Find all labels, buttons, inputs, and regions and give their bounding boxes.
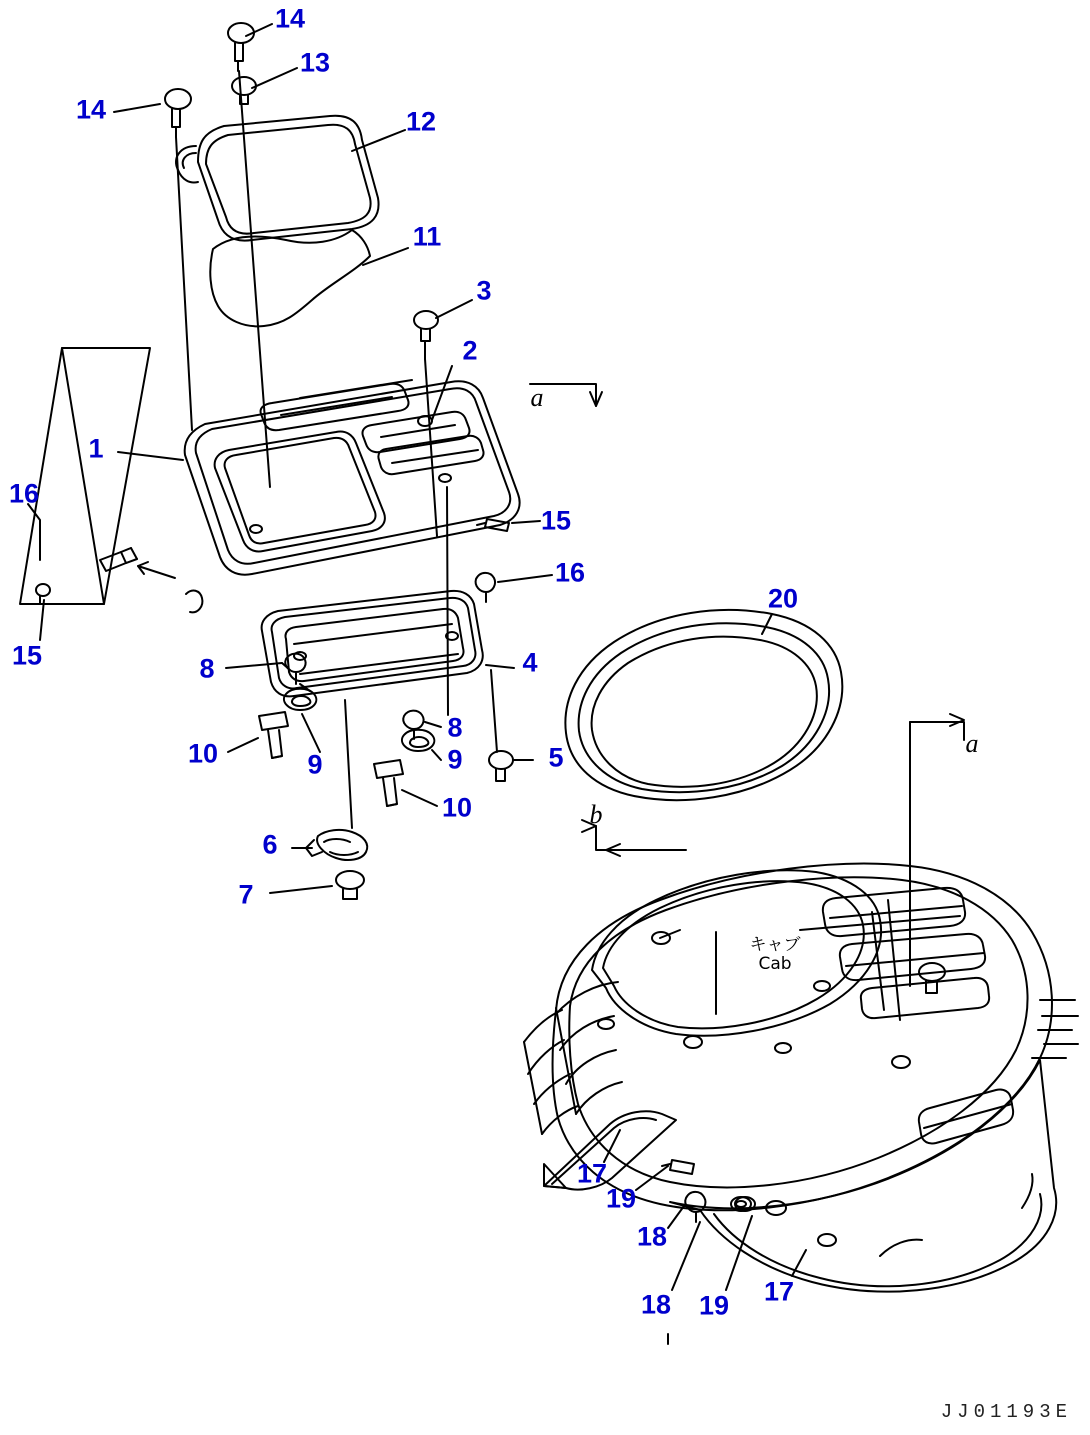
fastener-8-right xyxy=(403,711,423,739)
leader-9-left xyxy=(302,714,320,752)
part-16-handle xyxy=(100,548,202,612)
bolt-10-left xyxy=(259,712,288,758)
japanese-annotation-line1: キャブ xyxy=(749,935,801,955)
guide-box-15-16 xyxy=(20,348,150,604)
callout-5: 5 xyxy=(548,742,564,773)
leader-16-left xyxy=(28,504,40,560)
fastener-14-top xyxy=(228,23,254,71)
callout-18-left: 18 xyxy=(636,1221,668,1252)
leader-4 xyxy=(486,665,514,668)
part-20-roof-seal xyxy=(565,610,842,800)
drawing-code: JJ01193E xyxy=(940,1401,1072,1423)
fastener-13 xyxy=(232,77,256,104)
callout-3: 3 xyxy=(476,275,492,306)
part-cab-roof-assembly xyxy=(524,864,1078,1292)
leader-7 xyxy=(270,886,332,893)
leader-10-left xyxy=(228,738,258,752)
guide-4 xyxy=(345,700,352,828)
washer-9-left xyxy=(284,689,316,710)
leader-8-right xyxy=(425,722,441,727)
leader-15-left xyxy=(40,600,44,640)
callout-10-right: 10 xyxy=(441,792,473,823)
fastener-14-left xyxy=(165,89,191,137)
leader-18-left xyxy=(668,1206,684,1228)
part-1-hatch-panel xyxy=(185,380,520,575)
fastener-5 xyxy=(489,751,513,781)
callout-8-left: 8 xyxy=(199,653,215,684)
callout-7: 7 xyxy=(238,879,254,910)
japanese-annotation xyxy=(750,936,801,974)
callout-13: 13 xyxy=(299,47,331,78)
fastener-7 xyxy=(336,871,364,899)
leader-8-left xyxy=(226,663,282,668)
japanese-annotation-line2: Cab xyxy=(758,954,792,974)
leader-13 xyxy=(252,68,297,88)
leader-1 xyxy=(118,452,183,460)
callout-11: 11 xyxy=(412,221,442,252)
bolt-10-right xyxy=(374,760,403,806)
callout-9-right: 9 xyxy=(447,744,463,775)
callout-6: 6 xyxy=(262,829,278,860)
leader-18-bottom xyxy=(672,1222,700,1290)
callout-10-left: 10 xyxy=(187,738,219,769)
part-11-pad xyxy=(210,230,370,326)
callout-19-left: 19 xyxy=(605,1183,637,1214)
callout-16-left: 16 xyxy=(8,478,40,509)
leader-19-left xyxy=(636,1166,668,1190)
callout-15-left: 15 xyxy=(11,640,43,671)
leader-14-left xyxy=(114,104,160,112)
section-arrow-a-lower xyxy=(910,714,964,986)
washer-9-right xyxy=(402,730,434,751)
callout-17-right: 17 xyxy=(763,1276,795,1307)
callout-15-right: 15 xyxy=(540,505,572,536)
leader-20 xyxy=(762,614,772,634)
leader-3 xyxy=(436,300,472,318)
callout-4: 4 xyxy=(522,647,538,678)
leader-16-right xyxy=(498,575,552,582)
callout-2: 2 xyxy=(462,335,478,366)
leader-15-right xyxy=(512,521,540,523)
guide-5 xyxy=(491,670,497,752)
callout-14-left: 14 xyxy=(75,94,107,125)
callout-1: 1 xyxy=(88,433,104,464)
callout-16-right: 16 xyxy=(554,557,586,588)
fastener-3 xyxy=(414,311,438,359)
leader-10-right xyxy=(402,790,437,806)
callout-17-left: 17 xyxy=(576,1158,608,1189)
part-6-bracket xyxy=(306,830,367,860)
leader-19-bottom xyxy=(726,1216,752,1290)
callout-8-right: 8 xyxy=(447,712,463,743)
section-mark-a-upper: a xyxy=(530,383,544,412)
leader-9-right xyxy=(432,750,441,760)
part-4-vent-frame xyxy=(262,591,483,697)
callout-14-top: 14 xyxy=(274,3,306,34)
callout-19-bottom: 19 xyxy=(698,1290,730,1321)
callout-9-left: 9 xyxy=(307,749,323,780)
section-mark-b: b xyxy=(589,800,603,829)
section-mark-a-lower: a xyxy=(965,729,979,758)
part-12-seal-frame xyxy=(176,116,379,241)
callout-12: 12 xyxy=(405,106,437,137)
callout-20: 20 xyxy=(767,583,799,614)
guide-2 xyxy=(447,487,448,715)
fastener-16-right xyxy=(476,573,495,602)
callout-18-bottom: 18 xyxy=(640,1289,672,1320)
